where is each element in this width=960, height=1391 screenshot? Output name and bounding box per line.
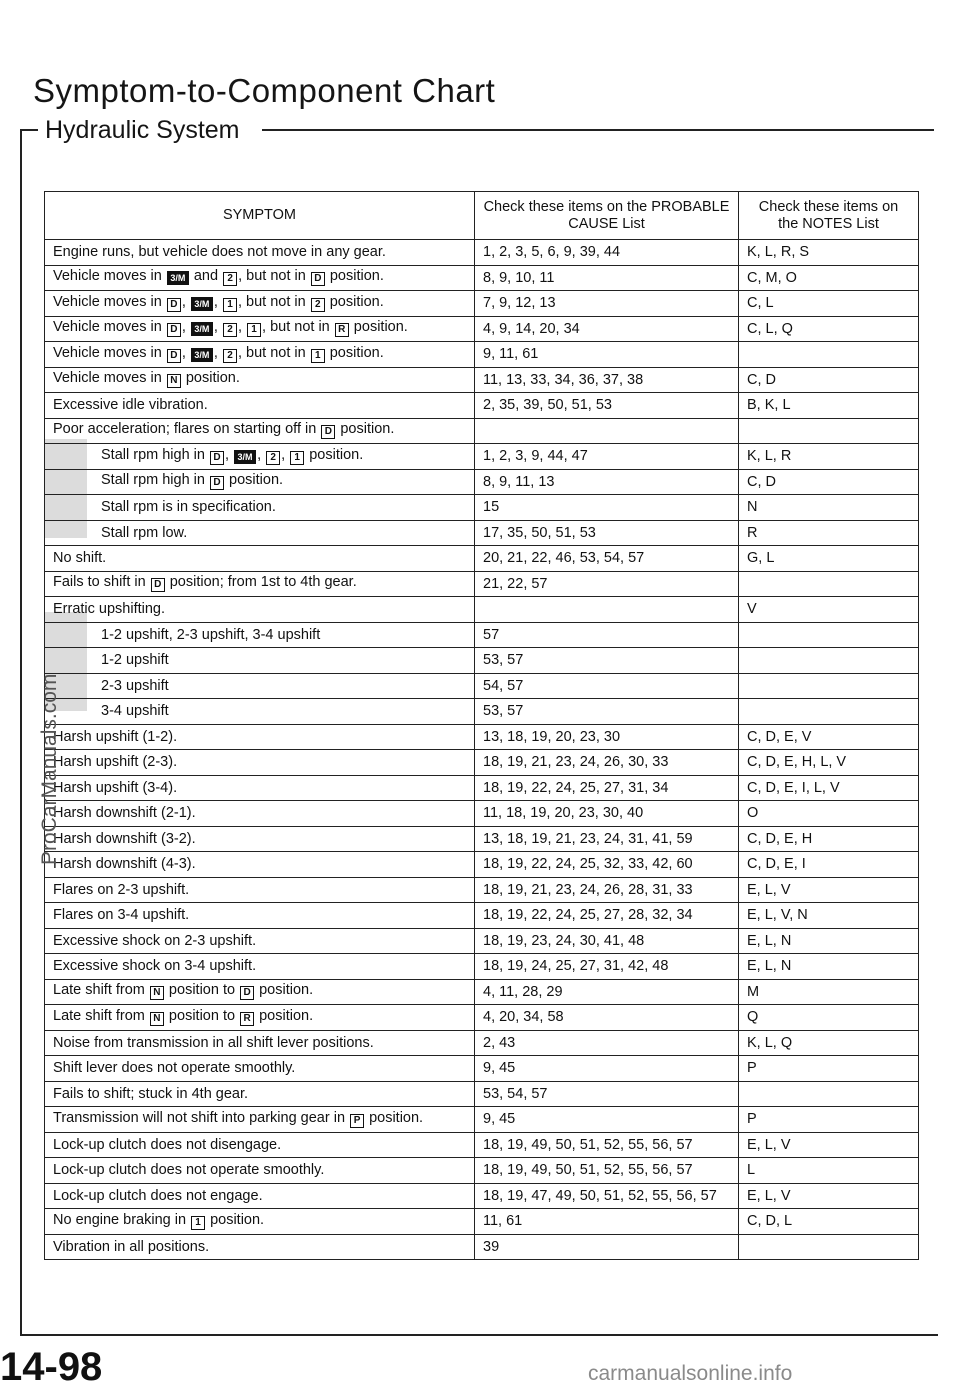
notes-cell: E, L, V [739, 877, 919, 903]
probable-cause-cell: 13, 18, 19, 21, 23, 24, 31, 41, 59 [475, 826, 739, 852]
probable-cause-cell: 2, 43 [475, 1030, 739, 1056]
table-row [45, 1107, 919, 1133]
probable-cause-cell: 1, 2, 3, 5, 6, 9, 39, 44 [475, 240, 739, 266]
probable-cause-cell: 18, 19, 21, 23, 24, 26, 28, 31, 33 [475, 877, 739, 903]
probable-cause-cell: 9, 45 [475, 1056, 739, 1082]
table-row [45, 1158, 919, 1184]
probable-cause-cell: 18, 19, 49, 50, 51, 52, 55, 56, 57 [475, 1132, 739, 1158]
table-row [45, 520, 919, 546]
symptom-cell: Late shift from N position to R position. [45, 1005, 475, 1031]
gear-position-1-icon: 1 [311, 349, 325, 363]
probable-cause-cell: 53, 54, 57 [475, 1081, 739, 1107]
symptom-cell: Vehicle moves in D , 3/M , 2 , but not in 1 position. [45, 342, 475, 368]
symptom-chart-table [44, 191, 919, 1260]
notes-cell: R [739, 520, 919, 546]
symptom-cell: Vehicle moves in D , 3/M , 1 , but not in 2 position. [45, 291, 475, 317]
table-row [45, 546, 919, 572]
table-row [45, 648, 919, 674]
gear-position-d-icon: D [210, 451, 224, 465]
symptom-cell: Harsh downshift (4-3). [45, 852, 475, 878]
probable-cause-cell: 18, 19, 22, 24, 25, 27, 28, 32, 34 [475, 903, 739, 929]
header-probable-cause: Check these items on the PROBABLE CAUSE List [475, 192, 739, 240]
symptom-cell: 2-3 upshift [45, 673, 475, 699]
table-row [45, 393, 919, 419]
gear-position-n-icon: N [150, 1012, 164, 1026]
table-row [45, 699, 919, 725]
gear-position-1-icon: 1 [247, 323, 261, 337]
symptom-cell: Vehicle moves in N position. [45, 367, 475, 393]
table-row [45, 597, 919, 623]
notes-cell: O [739, 801, 919, 827]
probable-cause-cell: 4, 20, 34, 58 [475, 1005, 739, 1031]
symptom-cell: Transmission will not shift into parking gear in P position. [45, 1107, 475, 1133]
table-row [45, 571, 919, 597]
symptom-cell: Lock-up clutch does not operate smoothly. [45, 1158, 475, 1184]
notes-cell [739, 1234, 919, 1260]
probable-cause-cell: 13, 18, 19, 20, 23, 30 [475, 724, 739, 750]
probable-cause-cell: 8, 9, 10, 11 [475, 265, 739, 291]
symptom-cell: 1-2 upshift, 2-3 upshift, 3-4 upshift [45, 622, 475, 648]
notes-cell: C, D, L [739, 1209, 919, 1235]
table-row [45, 954, 919, 980]
gear-position-3m-icon: 3/M [234, 450, 256, 464]
symptom-cell: Lock-up clutch does not disengage. [45, 1132, 475, 1158]
notes-cell: K, L, Q [739, 1030, 919, 1056]
table-row [45, 495, 919, 521]
symptom-cell: Vibration in all positions. [45, 1234, 475, 1260]
probable-cause-cell: 7, 9, 12, 13 [475, 291, 739, 317]
table-row [45, 1132, 919, 1158]
gear-position-2-icon: 2 [266, 451, 280, 465]
notes-cell: C, D [739, 367, 919, 393]
watermark-bottom: carmanualsonline.info [588, 1362, 793, 1385]
symptom-cell: Stall rpm low. [45, 520, 475, 546]
watermark-side: ProCarManuals.com [38, 673, 61, 865]
gear-position-n-icon: N [150, 986, 164, 1000]
notes-cell [739, 699, 919, 725]
notes-cell [739, 622, 919, 648]
notes-cell: K, L, R [739, 444, 919, 470]
notes-cell: G, L [739, 546, 919, 572]
probable-cause-cell: 4, 9, 14, 20, 34 [475, 316, 739, 342]
probable-cause-cell: 18, 19, 22, 24, 25, 32, 33, 42, 60 [475, 852, 739, 878]
symptom-cell: Excessive shock on 2-3 upshift. [45, 928, 475, 954]
table-row [45, 291, 919, 317]
frame-rule [20, 1334, 938, 1336]
symptom-cell: Harsh upshift (1-2). [45, 724, 475, 750]
probable-cause-cell: 53, 57 [475, 648, 739, 674]
probable-cause-cell: 53, 57 [475, 699, 739, 725]
probable-cause-cell [475, 597, 739, 623]
table-row [45, 979, 919, 1005]
gear-position-1-icon: 1 [290, 451, 304, 465]
notes-cell: K, L, R, S [739, 240, 919, 266]
symptom-cell: Harsh upshift (2-3). [45, 750, 475, 776]
table-row [45, 316, 919, 342]
gear-position-1-icon: 1 [191, 1216, 205, 1230]
table-row [45, 265, 919, 291]
gear-position-d-icon: D [151, 578, 165, 592]
gear-position-d-icon: D [311, 272, 325, 286]
notes-cell: V [739, 597, 919, 623]
symptom-cell: 3-4 upshift [45, 699, 475, 725]
symptom-cell: No engine braking in 1 position. [45, 1209, 475, 1235]
gear-position-2-icon: 2 [223, 349, 237, 363]
table-row [45, 724, 919, 750]
probable-cause-cell: 4, 11, 28, 29 [475, 979, 739, 1005]
gear-position-3m-icon: 3/M [191, 322, 213, 336]
notes-cell: C, D [739, 469, 919, 495]
probable-cause-cell: 11, 61 [475, 1209, 739, 1235]
page-number: 14-98 [0, 1345, 103, 1389]
header-notes: Check these items on the NOTES List [739, 192, 919, 240]
probable-cause-cell: 11, 13, 33, 34, 36, 37, 38 [475, 367, 739, 393]
probable-cause-cell: 2, 35, 39, 50, 51, 53 [475, 393, 739, 419]
notes-cell: C, D, E, I [739, 852, 919, 878]
symptom-cell: Noise from transmission in all shift lever positions. [45, 1030, 475, 1056]
notes-cell: C, L [739, 291, 919, 317]
notes-cell: P [739, 1056, 919, 1082]
gear-position-r-icon: R [240, 1012, 254, 1026]
table-row [45, 1183, 919, 1209]
probable-cause-cell: 15 [475, 495, 739, 521]
probable-cause-cell: 18, 19, 49, 50, 51, 52, 55, 56, 57 [475, 1158, 739, 1184]
notes-cell: Q [739, 1005, 919, 1031]
probable-cause-cell: 18, 19, 47, 49, 50, 51, 52, 55, 56, 57 [475, 1183, 739, 1209]
gear-position-d-icon: D [321, 425, 335, 439]
notes-cell [739, 342, 919, 368]
page-title: Symptom-to-Component Chart [33, 72, 496, 109]
notes-cell: E, L, V [739, 1132, 919, 1158]
notes-cell: E, L, N [739, 954, 919, 980]
gear-position-2-icon: 2 [223, 272, 237, 286]
table-row [45, 1081, 919, 1107]
notes-cell: E, L, V, N [739, 903, 919, 929]
symptom-cell: Engine runs, but vehicle does not move in any gear. [45, 240, 475, 266]
probable-cause-cell [475, 418, 739, 444]
table-row [45, 418, 919, 444]
gear-position-d-icon: D [167, 349, 181, 363]
symptom-cell: Fails to shift in D position; from 1st to 4th gear. [45, 571, 475, 597]
gear-position-3m-icon: 3/M [191, 297, 213, 311]
gear-position-p-icon: P [350, 1114, 364, 1128]
symptom-cell: Fails to shift; stuck in 4th gear. [45, 1081, 475, 1107]
probable-cause-cell: 20, 21, 22, 46, 53, 54, 57 [475, 546, 739, 572]
probable-cause-cell: 9, 45 [475, 1107, 739, 1133]
notes-cell: C, M, O [739, 265, 919, 291]
table-row [45, 622, 919, 648]
symptom-cell: 1-2 upshift [45, 648, 475, 674]
table-row [45, 826, 919, 852]
table-row [45, 1209, 919, 1235]
table-row [45, 750, 919, 776]
gear-position-2-icon: 2 [311, 298, 325, 312]
notes-cell [739, 673, 919, 699]
table-row [45, 240, 919, 266]
symptom-cell: Vehicle moves in D , 3/M , 2 , 1 , but not in R position. [45, 316, 475, 342]
gear-position-1-icon: 1 [223, 298, 237, 312]
probable-cause-cell: 18, 19, 22, 24, 25, 27, 31, 34 [475, 775, 739, 801]
probable-cause-cell: 17, 35, 50, 51, 53 [475, 520, 739, 546]
notes-cell: C, D, E, H [739, 826, 919, 852]
symptom-cell: Shift lever does not operate smoothly. [45, 1056, 475, 1082]
notes-cell: L [739, 1158, 919, 1184]
symptom-cell: Flares on 2-3 upshift. [45, 877, 475, 903]
probable-cause-cell: 57 [475, 622, 739, 648]
notes-cell: C, D, E, I, L, V [739, 775, 919, 801]
notes-cell: N [739, 495, 919, 521]
table-row [45, 877, 919, 903]
table-row [45, 1030, 919, 1056]
notes-cell: C, D, E, H, L, V [739, 750, 919, 776]
probable-cause-cell: 54, 57 [475, 673, 739, 699]
notes-cell: E, L, N [739, 928, 919, 954]
gear-position-r-icon: R [335, 323, 349, 337]
notes-cell: B, K, L [739, 393, 919, 419]
probable-cause-cell: 18, 19, 21, 23, 24, 26, 30, 33 [475, 750, 739, 776]
probable-cause-cell: 1, 2, 3, 9, 44, 47 [475, 444, 739, 470]
gear-position-d-icon: D [240, 986, 254, 1000]
gear-position-3m-icon: 3/M [167, 271, 189, 285]
symptom-cell: No shift. [45, 546, 475, 572]
gear-position-n-icon: N [167, 374, 181, 388]
frame-rule [262, 129, 934, 131]
table-row [45, 903, 919, 929]
probable-cause-cell: 18, 19, 24, 25, 27, 31, 42, 48 [475, 954, 739, 980]
table-row [45, 1005, 919, 1031]
notes-cell: E, L, V [739, 1183, 919, 1209]
symptom-cell: Harsh downshift (2-1). [45, 801, 475, 827]
frame-rule [20, 129, 22, 1335]
table-row [45, 801, 919, 827]
table-row [45, 1056, 919, 1082]
probable-cause-cell: 18, 19, 23, 24, 30, 41, 48 [475, 928, 739, 954]
gear-position-3m-icon: 3/M [191, 348, 213, 362]
symptom-cell: Stall rpm is in specification. [45, 495, 475, 521]
section-subtitle: Hydraulic System [45, 116, 240, 144]
symptom-cell: Stall rpm high in D position. [45, 469, 475, 495]
symptom-cell: Flares on 3-4 upshift. [45, 903, 475, 929]
probable-cause-cell: 8, 9, 11, 13 [475, 469, 739, 495]
notes-cell [739, 1081, 919, 1107]
notes-cell [739, 418, 919, 444]
symptom-cell: Erratic upshifting. [45, 597, 475, 623]
symptom-cell: Lock-up clutch does not engage. [45, 1183, 475, 1209]
probable-cause-cell: 39 [475, 1234, 739, 1260]
symptom-cell: Late shift from N position to D position. [45, 979, 475, 1005]
table-row [45, 367, 919, 393]
symptom-cell: Vehicle moves in 3/M and 2 , but not in D position. [45, 265, 475, 291]
table-row [45, 469, 919, 495]
symptom-cell: Excessive shock on 3-4 upshift. [45, 954, 475, 980]
notes-cell: C, L, Q [739, 316, 919, 342]
probable-cause-cell: 11, 18, 19, 20, 23, 30, 40 [475, 801, 739, 827]
header-symptom: SYMPTOM [45, 192, 475, 240]
table-row [45, 852, 919, 878]
notes-cell [739, 648, 919, 674]
probable-cause-cell: 9, 11, 61 [475, 342, 739, 368]
table-row [45, 342, 919, 368]
probable-cause-cell: 21, 22, 57 [475, 571, 739, 597]
symptom-cell: Harsh upshift (3-4). [45, 775, 475, 801]
table-header-row [45, 192, 919, 240]
notes-cell: M [739, 979, 919, 1005]
table-row [45, 775, 919, 801]
symptom-cell: Excessive idle vibration. [45, 393, 475, 419]
gear-position-d-icon: D [167, 298, 181, 312]
symptom-cell: Stall rpm high in D , 3/M , 2 , 1 position. [45, 444, 475, 470]
notes-cell: C, D, E, V [739, 724, 919, 750]
frame-rule [20, 129, 38, 131]
table-row [45, 673, 919, 699]
table-row [45, 1234, 919, 1260]
gear-position-d-icon: D [167, 323, 181, 337]
notes-cell [739, 571, 919, 597]
symptom-cell: Poor acceleration; flares on starting off in D position. [45, 418, 475, 444]
table-row [45, 444, 919, 470]
gear-position-d-icon: D [210, 476, 224, 490]
gear-position-2-icon: 2 [223, 323, 237, 337]
table-row [45, 928, 919, 954]
symptom-cell: Harsh downshift (3-2). [45, 826, 475, 852]
notes-cell: P [739, 1107, 919, 1133]
